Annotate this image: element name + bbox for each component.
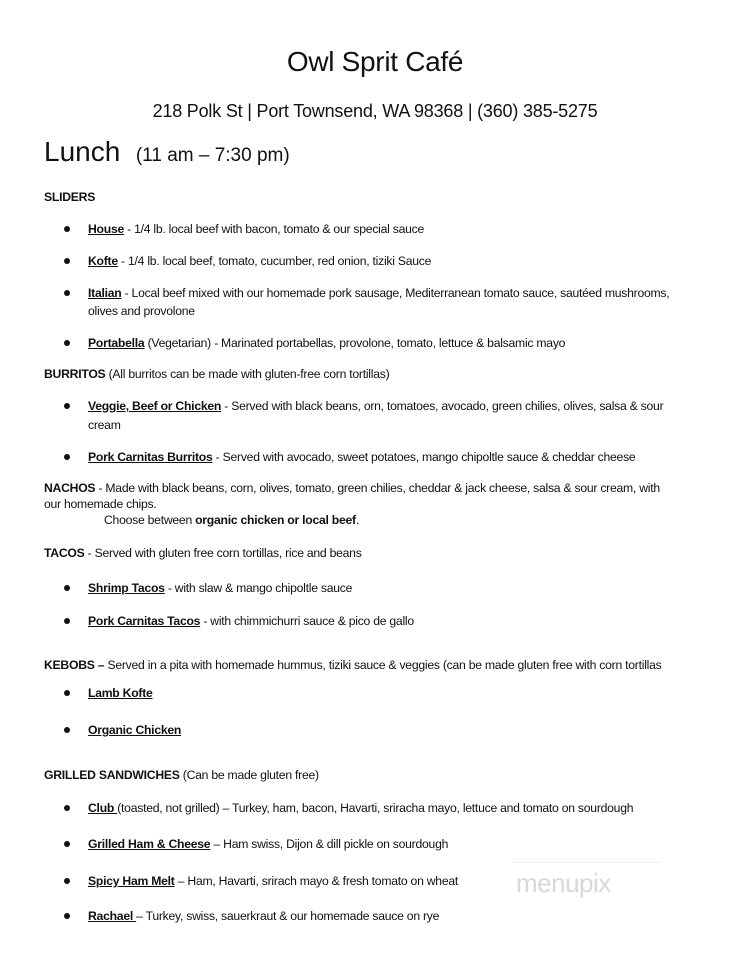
bullet-icon (64, 690, 70, 696)
cafe-title: Owl Sprit Café (286, 46, 464, 77)
bullet-icon (64, 290, 70, 296)
item-name: Portabella (88, 336, 145, 350)
item-desc: - Local beef mixed with our homemade pork sausage, Mediterranean tomato sauce, sautéed mushrooms, (121, 286, 670, 300)
section-burritos (44, 366, 389, 382)
item-name: Club (88, 801, 118, 815)
section-heading: BURRITOS (44, 367, 106, 381)
meal-label: Lunch (44, 136, 121, 167)
choice-options: organic chicken or local beef (195, 513, 356, 527)
item-desc: - with chimmichurri sauce & pico de gallo (200, 614, 414, 628)
menu-item (88, 908, 439, 924)
bullet-icon (64, 805, 70, 811)
item-desc: - 1/4 lb. local beef, tomato, cucumber, red onion, tiziki Sauce (117, 254, 432, 268)
item-name: House (88, 222, 124, 236)
section-tacos (44, 545, 362, 561)
section-sliders (44, 189, 95, 205)
section-heading: KEBOBS – (44, 658, 105, 672)
section-note: - Served with gluten free corn tortillas, rice and beans (84, 546, 362, 560)
watermark-logo: menupix (516, 868, 611, 898)
item-name: Italian (88, 286, 122, 300)
item-desc: - Served with black beans, orn, tomatoes, avocado, green chilies, olives, salsa & sour (221, 399, 664, 413)
section-heading: GRILLED SANDWICHES (44, 768, 180, 782)
item-desc: (toasted, not grilled) – Turkey, ham, bacon, Havarti, sriracha mayo, lettuce and tomato on sourdough (117, 801, 634, 815)
menu-item (88, 685, 153, 701)
item-desc-cont: cream (88, 418, 121, 432)
bullet-icon (64, 340, 70, 346)
menu-item (88, 836, 448, 852)
item-name: Spicy Ham Melt (88, 874, 175, 888)
menu-item (88, 722, 181, 738)
bullet-icon (64, 878, 70, 884)
section-heading: TACOS (44, 546, 85, 560)
bullet-icon (64, 258, 70, 264)
choice-label: Choose between (104, 513, 196, 527)
section-heading: SLIDERS (44, 190, 96, 204)
menu-item (88, 253, 431, 269)
watermark-line (512, 862, 662, 863)
item-desc: (Vegetarian) - Marinated portabellas, provolone, tomato, lettuce & balsamic mayo (144, 336, 566, 350)
item-desc: - Served with avocado, sweet potatoes, mango chipoltle sauce & cheddar cheese (212, 450, 636, 464)
menu-item (88, 335, 565, 351)
bullet-icon (64, 618, 70, 624)
item-desc: – Ham swiss, Dijon & dill pickle on sourdough (210, 837, 449, 851)
item-desc: – Ham, Havarti, srirach mayo & fresh tomato on wheat (174, 874, 459, 888)
item-desc: - with slaw & mango chipoltle sauce (164, 581, 353, 595)
menu-item (88, 285, 669, 301)
menu-item (88, 613, 414, 629)
nachos-choice (104, 512, 359, 528)
item-desc-cont: olives and provolone (88, 304, 195, 318)
section-sandwiches (44, 767, 319, 783)
menu-heading (44, 136, 290, 168)
menu-item (88, 800, 633, 816)
menu-item (88, 449, 635, 465)
item-name: Pork Carnitas Tacos (88, 614, 201, 628)
item-name: Grilled Ham & Cheese (88, 837, 211, 851)
menu-item (88, 398, 663, 414)
bullet-icon (64, 585, 70, 591)
section-kebobs (44, 657, 662, 673)
bullet-icon (64, 841, 70, 847)
meal-hours: (11 am – 7:30 pm) (135, 145, 290, 166)
menu-item (88, 221, 424, 237)
item-desc: – Turkey, swiss, sauerkraut & our homemade sauce on rye (136, 909, 440, 923)
section-note: (Can be made gluten free) (179, 768, 319, 782)
section-note: (All burritos can be made with gluten-free corn tortillas) (105, 367, 390, 381)
item-name: Organic Chicken (88, 723, 182, 737)
item-name: Lamb Kofte (88, 686, 153, 700)
section-nachos (44, 480, 660, 496)
item-name: Veggie, Beef or Chicken (88, 399, 222, 413)
menu-item (88, 873, 458, 889)
item-desc: - 1/4 lb. local beef with bacon, tomato & our special sauce (124, 222, 425, 236)
section-desc: - Made with black beans, corn, olives, tomato, green chilies, cheddar & jack cheese, salsa & sour cream, with (95, 481, 660, 495)
item-name: Rachael (88, 909, 137, 923)
bullet-icon (64, 403, 70, 409)
period: . (355, 513, 359, 527)
item-name: Pork Carnitas Burritos (88, 450, 213, 464)
section-heading: NACHOS (44, 481, 96, 495)
bullet-icon (64, 727, 70, 733)
section-note: Served in a pita with homemade hummus, tiziki sauce & veggies (can be made gluten free with corn tortillas (104, 658, 662, 672)
item-name: Kofte (88, 254, 118, 268)
bullet-icon (64, 226, 70, 232)
bullet-icon (64, 454, 70, 460)
cafe-address: 218 Polk St | Port Townsend, WA 98368 | (360) 385-5275 (152, 101, 598, 121)
section-desc-cont: our homemade chips. (44, 497, 157, 511)
bullet-icon (64, 913, 70, 919)
menu-item (88, 580, 352, 596)
item-name: Shrimp Tacos (88, 581, 165, 595)
